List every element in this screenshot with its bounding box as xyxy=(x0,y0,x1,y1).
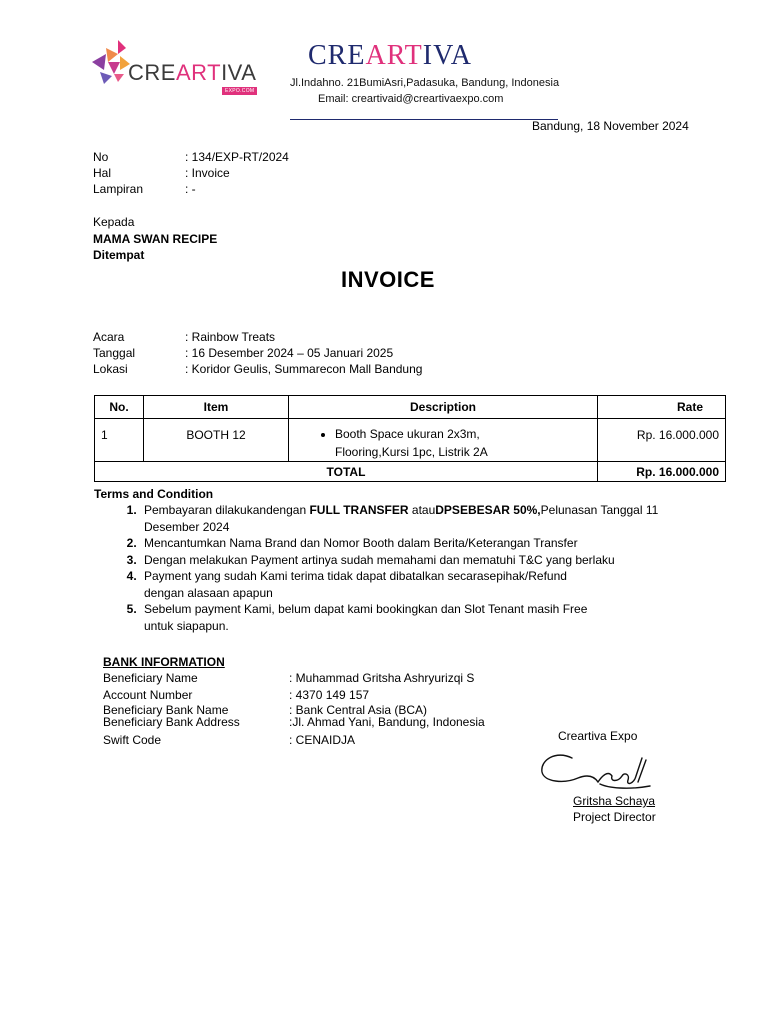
logo-mark-icon xyxy=(92,40,132,84)
cell-description xyxy=(289,419,598,462)
letter-meta xyxy=(93,149,289,197)
bank-row xyxy=(103,733,485,748)
recipient-to: Kepada xyxy=(93,215,135,229)
signature-company: Creartiva Expo xyxy=(558,729,638,743)
bank-row xyxy=(103,688,485,703)
bank-value: : Muhammad Gritsha Ashryurizqi S xyxy=(289,671,475,685)
recipient-name: MAMA SWAN RECIPE xyxy=(93,231,218,246)
table-total-row xyxy=(95,462,726,482)
event-key: Acara xyxy=(93,330,125,344)
company-email: Email: creartivaid@creartivaexpo.com xyxy=(318,93,504,105)
list-item: 4. Payment yang sudah Kami terima tidak dapat dibatalkan secarasepihak/Refund dengan alasaan apapun xyxy=(140,568,684,601)
bank-row xyxy=(103,716,485,729)
bank-value: : CENAIDJA xyxy=(289,733,356,747)
list-item: • Booth Space ukuran 2x3m, Flooring,Kursi 1pc, Listrik 2A xyxy=(335,425,591,461)
cell-rate: Rp. 16.000.000 xyxy=(598,419,726,462)
place-date: Bandung, 18 November 2024 xyxy=(532,119,689,133)
list-item: 3. Dengan melakukan Payment artinya sudah memahami dan mematuhi T&C yang berlaku xyxy=(140,552,684,569)
total-value: Rp. 16.000.000 xyxy=(598,462,726,482)
company-logo xyxy=(92,40,262,98)
list-item: 5. Sebelum payment Kami, belum dapat kami bookingkan dan Slot Tenant masih Free untuk siapapun. xyxy=(140,601,684,634)
total-label: TOTAL xyxy=(95,462,598,482)
meta-row xyxy=(93,181,289,197)
bank-key: Beneficiary Bank Name xyxy=(103,703,229,717)
table-row xyxy=(95,419,726,462)
col-header-description: Description xyxy=(289,396,598,419)
logo-wordmark: CREARTIVA xyxy=(128,60,257,85)
header-divider xyxy=(290,119,558,120)
event-key: Lokasi xyxy=(93,362,128,376)
logo-tag: EXPO.COM xyxy=(222,87,257,95)
event-row xyxy=(93,361,422,377)
bank-value: : 4370 149 157 xyxy=(289,688,370,702)
terms-title: Terms and Condition xyxy=(94,487,214,501)
signature-scribble-icon xyxy=(538,748,654,794)
bank-key: Beneficiary Name xyxy=(103,671,198,685)
cell-item: BOOTH 12 xyxy=(144,419,289,462)
bank-value: :Jl. Ahmad Yani, Bandung, Indonesia xyxy=(289,715,485,729)
event-value: : Koridor Geulis, Summarecon Mall Bandung xyxy=(185,362,423,376)
recipient-place: Ditempat xyxy=(93,248,145,262)
meta-value: : 134/EXP-RT/2024 xyxy=(185,150,289,164)
signature-role: Project Director xyxy=(573,810,656,824)
bank-key: Beneficiary Bank Address xyxy=(103,715,240,729)
col-header-no: No. xyxy=(95,396,144,419)
bank-info xyxy=(103,671,485,748)
cell-no: 1 xyxy=(95,419,144,462)
col-header-item: Item xyxy=(144,396,289,419)
list-item: 1. Pembayaran dilakukandengan FULL TRANSFER atauDPSEBESAR 50%,Pelunasan Tanggal 11 Desember 2024 xyxy=(140,502,684,535)
meta-row xyxy=(93,165,289,181)
event-value: : 16 Desember 2024 – 05 Januari 2025 xyxy=(185,346,394,360)
event-value: : Rainbow Treats xyxy=(185,330,276,344)
bank-title: BANK INFORMATION xyxy=(103,655,225,669)
bank-row xyxy=(103,671,485,686)
company-title: CREARTIVA xyxy=(308,40,472,71)
company-address: Jl.Indahno. 21BumiAsri,Padasuka, Bandung, Indonesia xyxy=(290,77,560,89)
description-list xyxy=(315,425,591,461)
signature-name: Gritsha Schaya xyxy=(573,794,656,808)
event-row xyxy=(93,345,422,361)
bank-key: Account Number xyxy=(103,688,193,702)
event-row xyxy=(93,329,422,345)
meta-key: No xyxy=(93,150,109,164)
invoice-table xyxy=(94,395,726,482)
event-info xyxy=(93,329,422,377)
meta-key: Lampiran xyxy=(93,182,144,196)
event-key: Tanggal xyxy=(93,346,136,360)
recipient-block xyxy=(93,214,217,264)
document-title: INVOICE xyxy=(341,267,435,292)
meta-row xyxy=(93,149,289,165)
list-item: 2. Mencantumkan Nama Brand dan Nomor Booth dalam Berita/Keterangan Transfer xyxy=(140,535,684,552)
meta-value: : - xyxy=(185,182,196,196)
terms-list xyxy=(94,502,684,634)
bank-value: : Bank Central Asia (BCA) xyxy=(289,703,428,717)
terms-block xyxy=(94,502,684,634)
bank-key: Swift Code xyxy=(103,733,162,747)
table-header-row xyxy=(95,396,726,419)
col-header-rate: Rate xyxy=(598,396,726,419)
meta-value: : Invoice xyxy=(185,166,230,180)
meta-key: Hal xyxy=(93,166,112,180)
